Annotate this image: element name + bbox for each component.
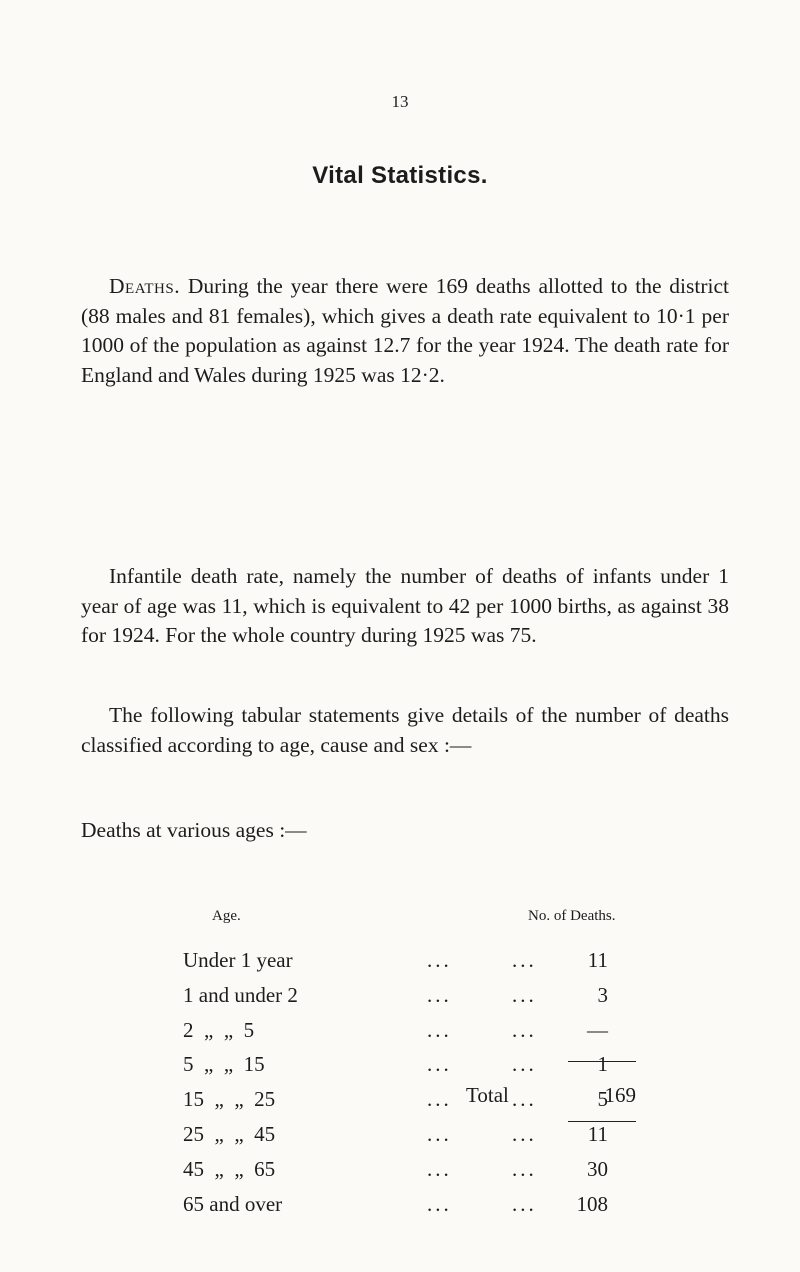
row-leader-dots: ... (512, 1052, 537, 1077)
row-leader-dots: ... (427, 1087, 452, 1112)
row-leader-dots: ... (512, 1156, 537, 1181)
paragraph-deaths-text: During the year there were 169 deaths allotted to the district (88 males and 81 females), which gives a death rate equivalent to 10·1 per 1000 of the population as against 12.7 for the year 1924. The death rate for England and Wales during 1925 was 12·2. (81, 274, 729, 387)
row-leader-dots: ... (512, 1017, 537, 1042)
row-deaths: 108 (576, 1191, 608, 1216)
table-row (0, 1157, 800, 1189)
paragraph-tabular-intro (81, 701, 729, 760)
table-row (0, 1087, 800, 1119)
row-deaths: 5 (597, 1087, 608, 1112)
table-row (0, 1018, 800, 1050)
table-row (0, 1052, 800, 1084)
column-header-deaths: No. of Deaths. (528, 908, 616, 924)
paragraph-tabular-text: The following tabular statements give details of the number of deaths classified according to age, cause and sex :— (81, 703, 729, 757)
row-deaths: 1 (597, 1052, 608, 1077)
row-age: 15 „ „ 25 (183, 1087, 276, 1112)
paragraph-lead-word: Deaths. (109, 274, 181, 298)
row-deaths: 30 (587, 1156, 608, 1181)
paragraph-deaths (81, 272, 729, 390)
page-number: 13 (391, 92, 409, 111)
page-title: Vital Statistics. (312, 162, 488, 189)
row-age: Under 1 year (183, 948, 293, 972)
row-age: 45 „ „ 65 (183, 1156, 276, 1181)
row-leader-dots: ... (427, 1122, 452, 1146)
paragraph-infantile-text: Infantile death rate, namely the number of deaths of infants under 1 year of age was 11, which is equivalent to 42 per 1000 births, as against 38 for 1924. For the whole country during 1925 was 75. (81, 564, 729, 647)
total-rule-top (568, 1061, 636, 1062)
row-leader-dots: ... (427, 1191, 452, 1216)
row-age: 25 „ „ 45 (183, 1122, 276, 1146)
paragraph-infantile (81, 562, 729, 651)
row-leader-dots: ... (427, 1052, 452, 1077)
row-leader-dots: ... (427, 1017, 452, 1042)
row-age: 65 and over (183, 1191, 283, 1216)
table-heading: Deaths at various ages :— (81, 818, 307, 842)
row-deaths: 3 (597, 982, 608, 1007)
column-header-age: Age. (212, 908, 241, 924)
row-age: 1 and under 2 (183, 982, 298, 1007)
row-leader-dots: ... (512, 982, 537, 1007)
row-deaths: 11 (587, 948, 608, 972)
row-deaths: 11 (587, 1122, 608, 1146)
row-leader-dots: ... (512, 948, 537, 972)
row-leader-dots: ... (512, 1191, 537, 1216)
row-leader-dots: ... (427, 948, 452, 972)
total-rule-bottom (568, 1121, 636, 1122)
row-leader-dots: ... (512, 1087, 537, 1112)
table-row (0, 948, 800, 980)
row-leader-dots: ... (512, 1122, 537, 1146)
row-deaths: — (587, 1017, 608, 1042)
row-age: 2 „ „ 5 (183, 1017, 255, 1042)
total-label: Total (466, 1083, 509, 1107)
total-value: 169 (604, 1083, 636, 1107)
row-leader-dots: ... (427, 982, 452, 1007)
row-age: 5 „ „ 15 (183, 1052, 265, 1077)
row-leader-dots: ... (427, 1156, 452, 1181)
table-row (0, 1192, 800, 1224)
table-row (0, 983, 800, 1015)
table-row (0, 1122, 800, 1154)
